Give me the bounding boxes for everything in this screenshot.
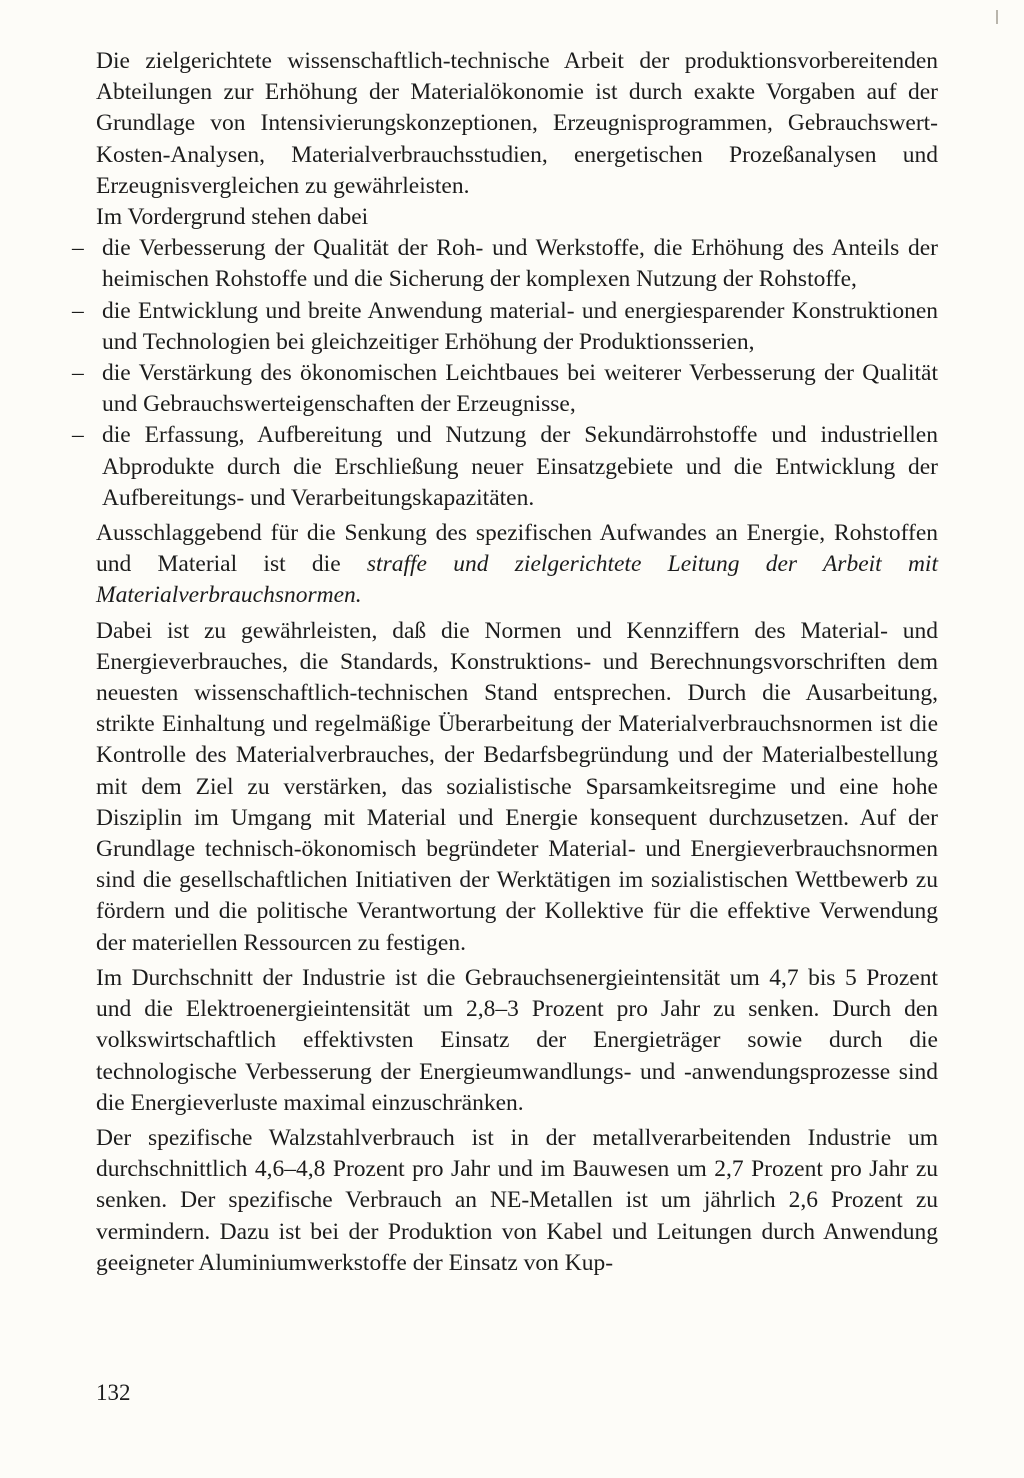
list-dash: – [72,297,84,324]
priority-list [72,233,938,514]
list-dash: – [72,235,84,262]
list-item [72,296,938,358]
list-item [72,358,938,420]
paragraph-6: Der spezifische Walzstahlverbrauch ist in der metallverarbeitenden Industrie um durchschnittlich 4,6–4,8 Prozent pro Jahr und im Bauwesen um 2,7 Prozent pro Jahr zu senken. Der spezifische Verbrauch an NE-Metallen ist um jährlich 2,6 Prozent zu vermindern. Dazu ist bei der Produktion von Kabel und Leitungen durch Anwendung geeigneter Aluminiumwerkstoffe der Einsatz von Kup- [96,1124,938,1276]
paragraph-3 [96,518,938,612]
list-dash: – [72,360,84,387]
list-item-text: die Verstärkung des ökonomischen Leichtbaues bei weiterer Verbesserung der Qualität und Gebrauchswerteigenschaften der Erzeugnisse, [102,360,938,418]
list-item-text: die Verbesserung der Qualität der Roh- und Werkstoffe, die Erhöhung des Anteils der heimischen Rohstoffe und die Sicherung der komplexen Nutzung der Rohstoffe, [102,235,938,293]
list-dash: – [72,422,84,449]
list-item-text: die Erfassung, Aufbereitung und Nutzung der Sekundärrohstoffe und industriellen Abprodukte durch die Erschließung neuer Einsatzgebiete und die Entwicklung der Aufbereitungs- und Verarbeitungskapazitäten. [102,422,938,511]
paragraph-2-lead: Im Vordergrund stehen dabei [96,204,369,231]
list-item [72,420,938,514]
margin-mark [996,10,998,24]
paragraph-1: Die zielgerichtete wissenschaftlich-technische Arbeit der produktionsvorbereitenden Abteilungen zur Erhöhung der Materialökonomie ist durch exakte Vorgaben auf der Grundlage von Intensivierungskonzeptionen, Erzeugnisprogrammen, Gebrauchswert-Kosten-Analysen, Materialverbrauchsstudien, energetischen Prozeßanalysen und Erzeugnisvergleichen zu gewährleisten. [96,48,938,199]
paragraph-4: Dabei ist zu gewährleisten, daß die Normen und Kennziffern des Material- und Energieverbrauches, die Standards, Konstruktions- und Berechnungsvorschriften dem neuesten wissenschaftlich-technischen Stand entsprechen. Durch die Ausarbeitung, strikte Einhaltung und regelmäßige Überarbeitung der Materialverbrauchsnormen ist die Kontrolle des Materialverbrauches, der Bedarfsbegründung und der Materialbestellung mit dem Ziel zu verstärken, das sozialistische Sparsamkeitsregime und eine hohe Disziplin im Umgang mit Material und Energie konsequent durchzusetzen. Auf der Grundlage technisch-ökonomisch begründeter Material- und Energieverbrauchsnormen sind die gesellschaftlichen Initiativen der Werktätigen im sozialistischen Wettbewerb zu fördern und die politische Verantwortung der Kollektive für die effektive Verwendung der materiellen Ressourcen zu festigen. [96,617,938,956]
paragraph-3-emphasis: straffe und zielgerichtete Leitung der Arbeit mit Materialverbrauchsnormen. [96,551,938,609]
list-item [72,233,938,295]
paragraph-5: Im Durchschnitt der Industrie ist die Gebrauchsenergieintensität um 4,7 bis 5 Prozent und die Elektroenergieintensität um 2,8–3 Prozent pro Jahr zu senken. Durch den volkswirtschaftlich effektivsten Einsatz der Energieträger sowie durch die technologische Verbesserung der Energieumwandlungs- und -anwendungsprozesse sind die Energieverluste maximal einzuschränken. [96,964,938,1116]
paragraph-3-text: Ausschlaggebend für die Senkung des spezifischen Aufwandes an Energie, Rohstoffen und Material ist die [96,520,938,578]
page-body [72,46,938,1279]
list-item-text: die Entwicklung und breite Anwendung material- und energiesparender Konstruktionen und Technologien bei gleichzeitiger Erhöhung der Produktionsserien, [102,297,938,355]
page-number: 132 [96,1380,131,1405]
